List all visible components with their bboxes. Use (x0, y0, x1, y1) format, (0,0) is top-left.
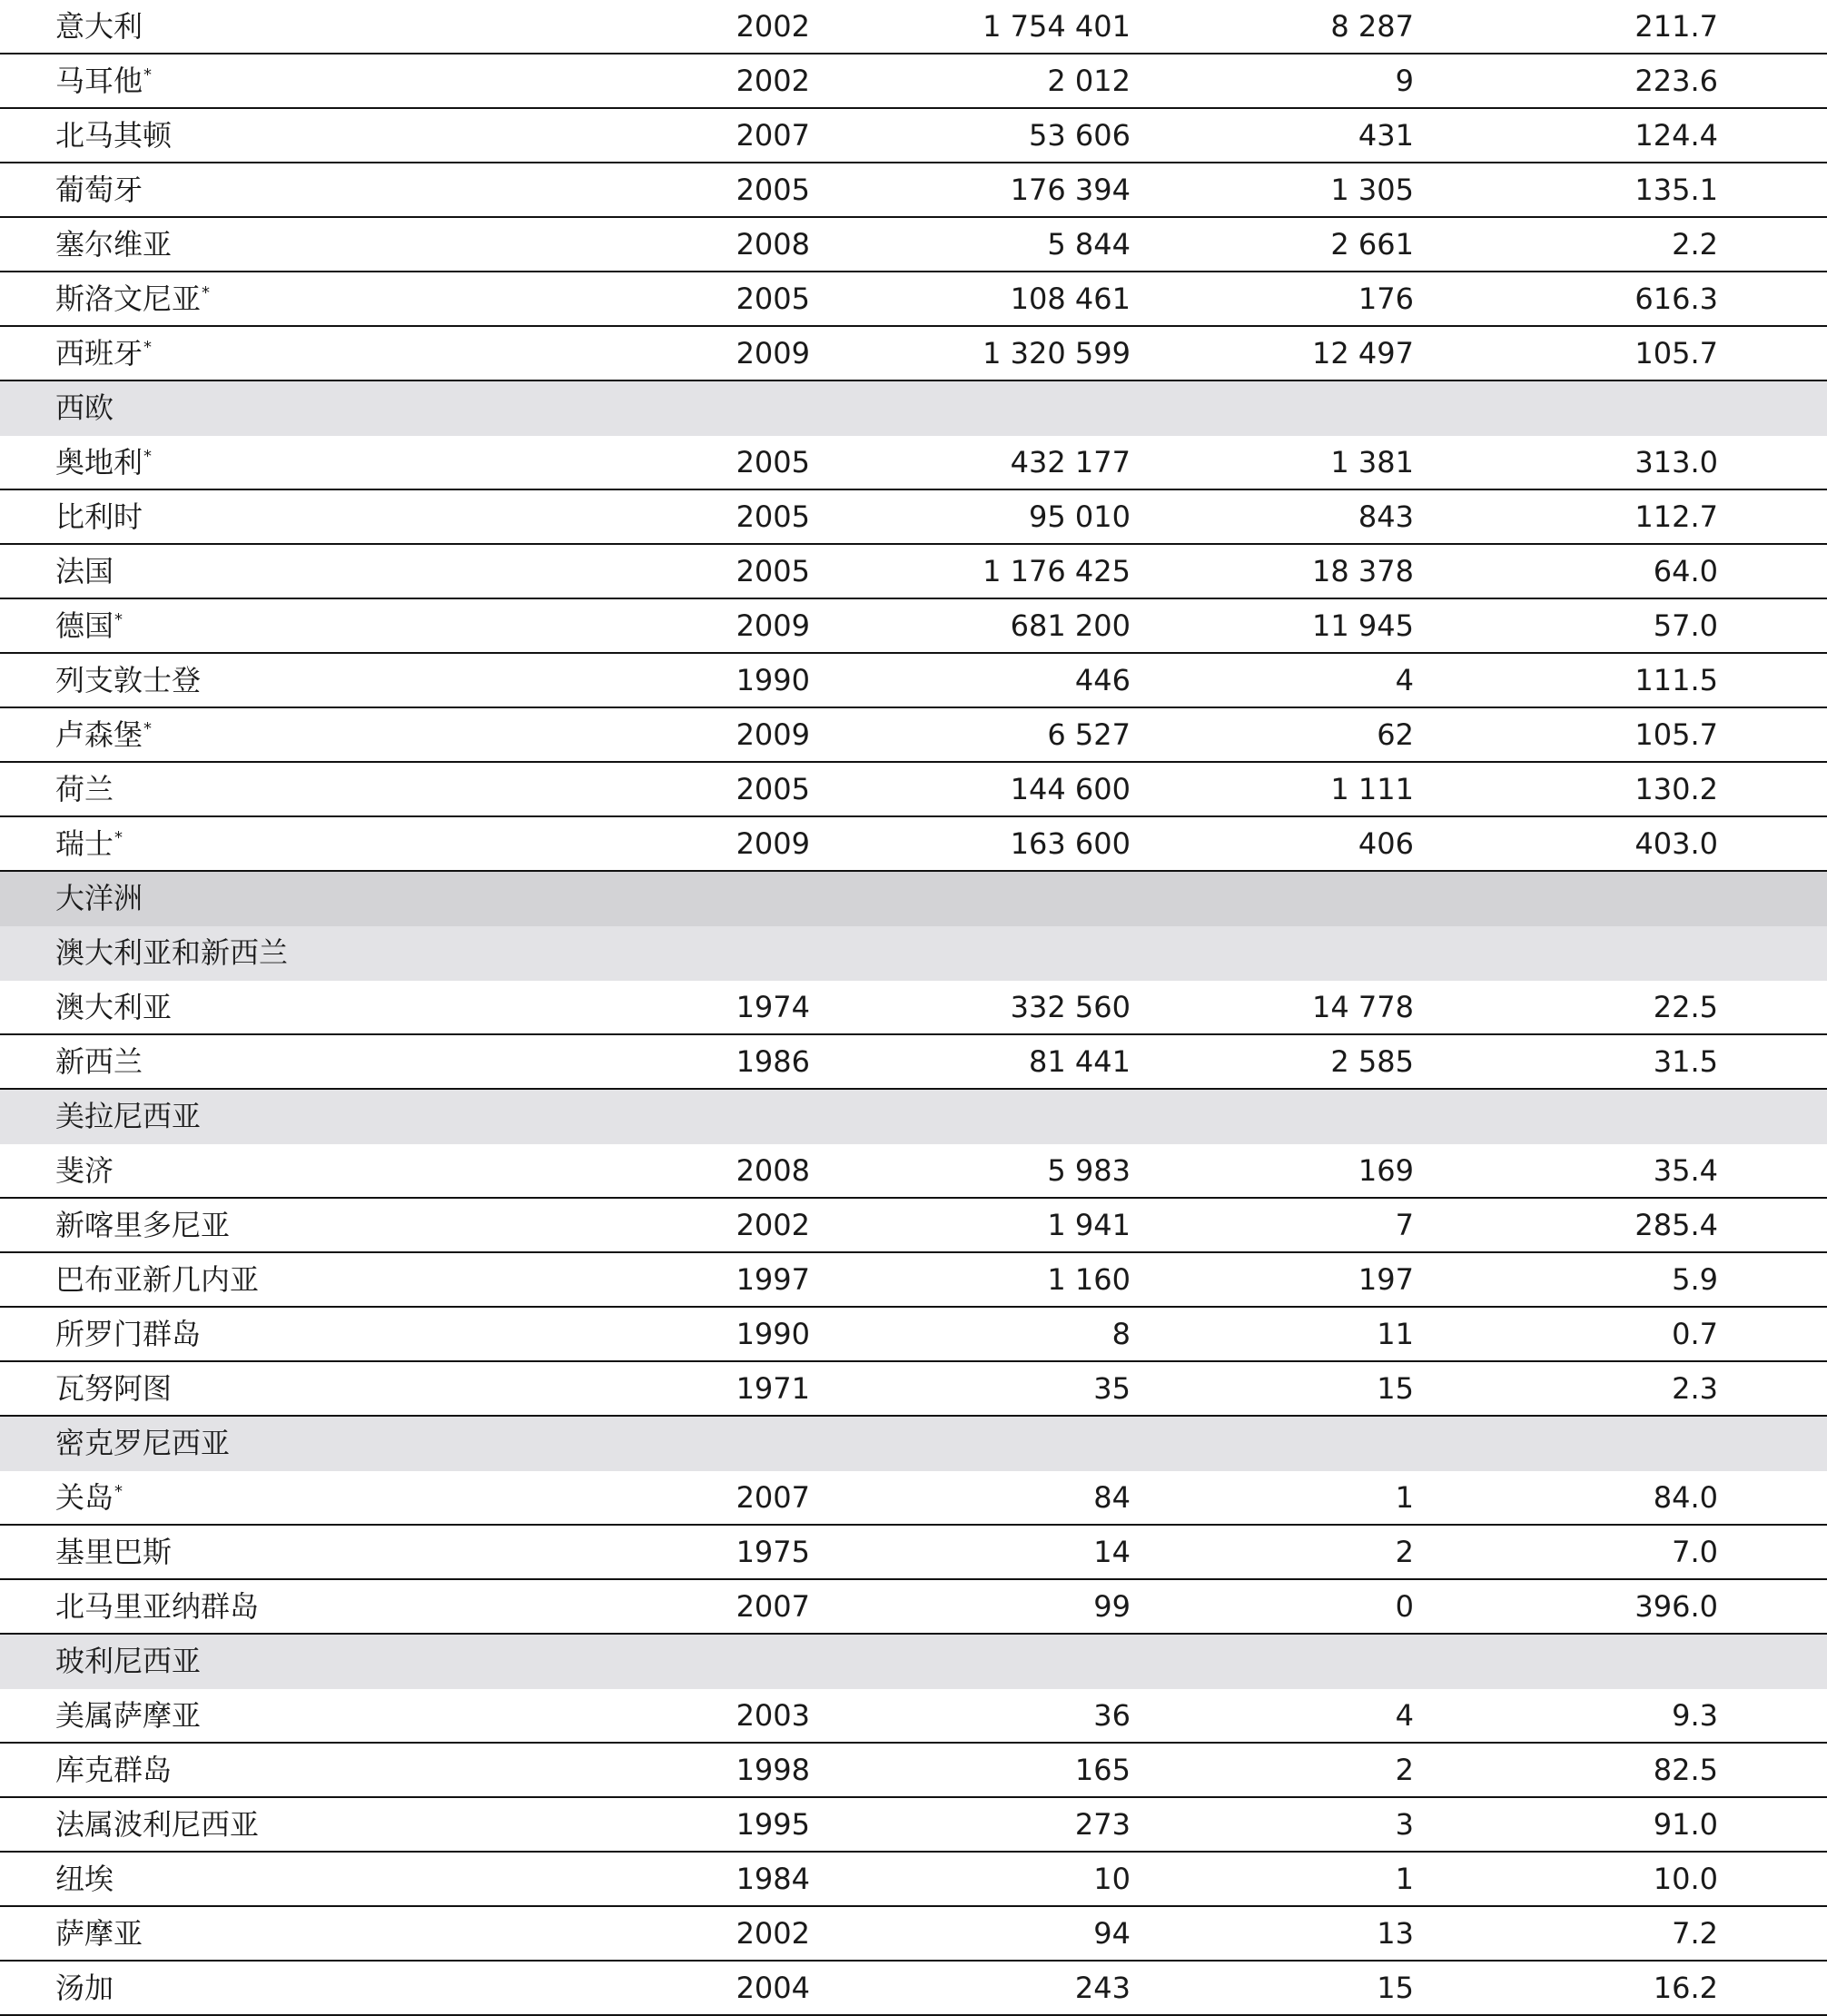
rate-cell: 105.7 (1634, 717, 1718, 752)
rate-cell: 5.9 (1672, 1262, 1718, 1297)
year-cell: 2005 (736, 772, 810, 806)
number-cell: 1 754 401 (983, 9, 1131, 44)
country-cell (55, 0, 143, 53)
rate-cell: 130.2 (1634, 772, 1718, 806)
country-name: 库克群岛 (55, 1753, 173, 1787)
country-name: 德国 (55, 608, 114, 643)
country-cell (55, 1144, 114, 1197)
count-cell: 7 (1395, 1208, 1414, 1242)
country-name: 瓦努阿图 (55, 1371, 173, 1406)
number-cell: 332 560 (1010, 990, 1131, 1024)
rate-cell: 135.1 (1634, 173, 1718, 207)
year-cell: 1997 (736, 1262, 810, 1297)
region-header-row (0, 872, 1827, 926)
country-cell (55, 218, 172, 271)
table-row (0, 218, 1827, 272)
year-cell: 2003 (736, 1698, 810, 1733)
count-cell: 2 (1395, 1535, 1414, 1569)
year-cell: 2005 (736, 445, 810, 479)
number-cell: 5 983 (1047, 1153, 1131, 1188)
rate-cell: 82.5 (1653, 1753, 1718, 1787)
count-cell: 15 (1377, 1371, 1414, 1406)
subregion-name: 密克罗尼西亚 (55, 1426, 231, 1460)
country-cell (55, 599, 123, 652)
count-cell: 8 287 (1330, 9, 1414, 44)
subregion-header-row (0, 1635, 1827, 1689)
count-cell: 9 (1395, 64, 1414, 98)
count-cell: 406 (1358, 826, 1414, 861)
country-cell (55, 163, 143, 216)
table-row (0, 1580, 1827, 1635)
table-row (0, 1471, 1827, 1526)
rate-cell: 0.7 (1672, 1317, 1718, 1351)
footnote-mark: * (143, 719, 153, 738)
count-cell: 2 (1395, 1753, 1414, 1787)
subregion-name: 西欧 (55, 390, 114, 425)
footnote-mark: * (114, 828, 123, 847)
year-cell: 2009 (736, 608, 810, 643)
rate-cell: 10.0 (1653, 1862, 1718, 1896)
country-name: 北马里亚纳群岛 (55, 1589, 260, 1624)
footnote-mark: * (202, 283, 211, 302)
year-cell: 2005 (736, 554, 810, 588)
country-cell (55, 1199, 230, 1251)
year-cell: 2004 (736, 1971, 810, 2005)
year-cell: 1975 (736, 1535, 810, 1569)
country-name: 法属波利尼西亚 (55, 1807, 260, 1842)
number-cell: 108 461 (1010, 282, 1131, 316)
subregion-name: 澳大利亚和新西兰 (55, 935, 289, 970)
country-name: 奥地利 (55, 445, 143, 479)
year-cell: 1974 (736, 990, 810, 1024)
year-cell: 1984 (736, 1862, 810, 1896)
count-cell: 4 (1395, 1698, 1414, 1733)
year-cell: 1990 (736, 663, 810, 697)
country-name: 纽埃 (55, 1862, 114, 1896)
table-row (0, 654, 1827, 708)
table-row (0, 1526, 1827, 1580)
table-row (0, 1362, 1827, 1417)
number-cell: 95 010 (1029, 499, 1131, 534)
country-name: 比利时 (55, 499, 143, 534)
country-name: 荷兰 (55, 772, 114, 806)
country-name: 美属萨摩亚 (55, 1698, 202, 1733)
rate-cell: 403.0 (1634, 826, 1718, 861)
table-row (0, 1308, 1827, 1362)
table-row (0, 490, 1827, 545)
country-cell (55, 490, 143, 543)
number-cell: 6 527 (1047, 717, 1131, 752)
year-cell: 2005 (736, 499, 810, 534)
country-cell (55, 1798, 259, 1851)
number-cell: 1 320 599 (983, 336, 1131, 371)
country-cell (55, 817, 123, 870)
count-cell: 3 (1395, 1807, 1414, 1842)
rate-cell: 31.5 (1653, 1044, 1718, 1079)
subregion-name: 玻利尼西亚 (55, 1644, 202, 1678)
table-row (0, 763, 1827, 817)
country-name: 葡萄牙 (55, 173, 143, 207)
number-cell: 163 600 (1010, 826, 1131, 861)
rate-cell: 7.0 (1672, 1535, 1718, 1569)
table-row (0, 1907, 1827, 1962)
year-cell: 2009 (736, 826, 810, 861)
rate-cell: 16.2 (1653, 1971, 1718, 2005)
year-cell: 2002 (736, 1916, 810, 1951)
country-name: 巴布亚新几内亚 (55, 1262, 260, 1297)
country-cell (55, 981, 172, 1033)
year-cell: 2008 (736, 1153, 810, 1188)
count-cell: 14 778 (1312, 990, 1414, 1024)
country-name: 斐济 (55, 1153, 114, 1188)
table-row (0, 1253, 1827, 1308)
rate-cell: 2.3 (1672, 1371, 1718, 1406)
country-cell (55, 1962, 114, 2014)
country-cell (55, 327, 152, 380)
year-cell: 2002 (736, 1208, 810, 1242)
count-cell: 1 (1395, 1480, 1414, 1515)
rate-cell: 616.3 (1634, 282, 1718, 316)
table-row (0, 1798, 1827, 1853)
country-name: 马耳他 (55, 64, 143, 98)
year-cell: 2007 (736, 118, 810, 153)
country-name: 澳大利亚 (55, 990, 173, 1024)
number-cell: 10 (1093, 1862, 1131, 1896)
country-name: 北马其顿 (55, 118, 173, 153)
year-cell: 2002 (736, 9, 810, 44)
number-cell: 99 (1093, 1589, 1131, 1624)
year-cell: 1998 (736, 1753, 810, 1787)
count-cell: 176 (1358, 282, 1414, 316)
number-cell: 144 600 (1010, 772, 1131, 806)
number-cell: 5 844 (1047, 227, 1131, 262)
year-cell: 2009 (736, 336, 810, 371)
subregion-name: 美拉尼西亚 (55, 1099, 202, 1133)
table-row (0, 436, 1827, 490)
rate-cell: 9.3 (1672, 1698, 1718, 1733)
country-name: 斯洛文尼亚 (55, 282, 202, 316)
table-row (0, 54, 1827, 109)
country-cell (55, 1308, 201, 1360)
country-name: 塞尔维亚 (55, 227, 173, 262)
country-name: 汤加 (55, 1971, 114, 2005)
country-name: 关岛 (55, 1480, 114, 1515)
country-cell (55, 1253, 259, 1306)
country-cell (55, 763, 114, 815)
footnote-mark: * (114, 610, 123, 629)
rate-cell: 211.7 (1634, 9, 1718, 44)
subregion-header-row (0, 381, 1827, 436)
country-cell (55, 545, 114, 598)
count-cell: 13 (1377, 1916, 1414, 1951)
country-cell (55, 1689, 201, 1742)
country-name: 萨摩亚 (55, 1916, 143, 1951)
count-cell: 12 497 (1312, 336, 1414, 371)
table-row (0, 1035, 1827, 1090)
count-cell: 2 661 (1330, 227, 1414, 262)
year-cell: 1995 (736, 1807, 810, 1842)
number-cell: 243 (1074, 1971, 1131, 2005)
country-cell (55, 1744, 172, 1796)
country-cell (55, 708, 152, 761)
table-row (0, 1744, 1827, 1798)
number-cell: 165 (1074, 1753, 1131, 1787)
country-cell (55, 1853, 114, 1905)
number-cell: 84 (1093, 1480, 1131, 1515)
table-row (0, 327, 1827, 381)
footnote-mark: * (114, 1482, 123, 1501)
rate-cell: 64.0 (1653, 554, 1718, 588)
table-row (0, 1853, 1827, 1907)
year-cell: 2008 (736, 227, 810, 262)
count-cell: 843 (1358, 499, 1414, 534)
rate-cell: 22.5 (1653, 990, 1718, 1024)
table-row (0, 1199, 1827, 1253)
rate-cell: 105.7 (1634, 336, 1718, 371)
count-cell: 62 (1377, 717, 1414, 752)
count-cell: 0 (1395, 1589, 1414, 1624)
count-cell: 169 (1358, 1153, 1414, 1188)
subregion-header-row (0, 926, 1827, 981)
rate-cell: 84.0 (1653, 1480, 1718, 1515)
count-cell: 1 111 (1330, 772, 1414, 806)
country-cell (55, 109, 172, 162)
country-cell (55, 436, 152, 489)
country-name: 基里巴斯 (55, 1535, 173, 1569)
country-cell (55, 1907, 143, 1960)
table-row (0, 1144, 1827, 1199)
country-name: 新喀里多尼亚 (55, 1208, 231, 1242)
country-cell (55, 1471, 123, 1524)
year-cell: 2009 (736, 717, 810, 752)
country-name: 新西兰 (55, 1044, 143, 1079)
rate-cell: 57.0 (1653, 608, 1718, 643)
count-cell: 431 (1358, 118, 1414, 153)
country-name: 瑞士 (55, 826, 114, 861)
rate-cell: 111.5 (1634, 663, 1718, 697)
count-cell: 2 585 (1330, 1044, 1414, 1079)
rate-cell: 396.0 (1634, 1589, 1718, 1624)
country-cell (55, 1526, 172, 1578)
year-cell: 2005 (736, 282, 810, 316)
number-cell: 8 (1111, 1317, 1131, 1351)
footnote-mark: * (143, 338, 153, 357)
table-row (0, 708, 1827, 763)
table-row (0, 272, 1827, 327)
country-name: 列支敦士登 (55, 663, 202, 697)
number-cell: 176 394 (1010, 173, 1131, 207)
table-row (0, 109, 1827, 163)
rate-cell: 124.4 (1634, 118, 1718, 153)
number-cell: 1 941 (1047, 1208, 1131, 1242)
country-cell (55, 54, 152, 107)
number-cell: 681 200 (1010, 608, 1131, 643)
footnote-mark: * (143, 447, 153, 466)
table-row (0, 163, 1827, 218)
country-name: 法国 (55, 554, 114, 588)
count-cell: 15 (1377, 1971, 1414, 2005)
count-cell: 18 378 (1312, 554, 1414, 588)
number-cell: 1 176 425 (983, 554, 1131, 588)
footnote-mark: * (143, 65, 153, 84)
year-cell: 1990 (736, 1317, 810, 1351)
table-row (0, 599, 1827, 654)
country-cell (55, 272, 210, 325)
count-cell: 11 (1377, 1317, 1414, 1351)
region-name: 大洋洲 (55, 881, 143, 915)
count-cell: 1 305 (1330, 173, 1414, 207)
number-cell: 35 (1093, 1371, 1131, 1406)
number-cell: 81 441 (1029, 1044, 1131, 1079)
country-name: 意大利 (55, 9, 143, 44)
country-name: 西班牙 (55, 336, 143, 371)
count-cell: 1 381 (1330, 445, 1414, 479)
count-cell: 4 (1395, 663, 1414, 697)
number-cell: 432 177 (1010, 445, 1131, 479)
table-row (0, 545, 1827, 599)
rate-cell: 7.2 (1672, 1916, 1718, 1951)
country-cell (55, 1580, 259, 1633)
country-name: 所罗门群岛 (55, 1317, 202, 1351)
table-row (0, 0, 1827, 54)
number-cell: 14 (1093, 1535, 1131, 1569)
country-cell (55, 1362, 172, 1415)
year-cell: 1986 (736, 1044, 810, 1079)
number-cell: 94 (1093, 1916, 1131, 1951)
table-row (0, 981, 1827, 1035)
year-cell: 2007 (736, 1589, 810, 1624)
table-row (0, 1962, 1827, 2016)
number-cell: 2 012 (1047, 64, 1131, 98)
year-cell: 2005 (736, 173, 810, 207)
number-cell: 446 (1074, 663, 1131, 697)
rate-cell: 223.6 (1634, 64, 1718, 98)
subregion-header-row (0, 1090, 1827, 1144)
number-cell: 273 (1074, 1807, 1131, 1842)
year-cell: 2002 (736, 64, 810, 98)
country-name: 卢森堡 (55, 717, 143, 752)
country-cell (55, 654, 201, 707)
count-cell: 11 945 (1312, 608, 1414, 643)
number-cell: 36 (1093, 1698, 1131, 1733)
rate-cell: 2.2 (1672, 227, 1718, 262)
subregion-header-row (0, 1417, 1827, 1471)
table-row (0, 1689, 1827, 1744)
rate-cell: 35.4 (1653, 1153, 1718, 1188)
number-cell: 53 606 (1029, 118, 1131, 153)
rate-cell: 285.4 (1634, 1208, 1718, 1242)
rate-cell: 91.0 (1653, 1807, 1718, 1842)
count-cell: 1 (1395, 1862, 1414, 1896)
year-cell: 2007 (736, 1480, 810, 1515)
number-cell: 1 160 (1047, 1262, 1131, 1297)
year-cell: 1971 (736, 1371, 810, 1406)
rate-cell: 313.0 (1634, 445, 1718, 479)
count-cell: 197 (1358, 1262, 1414, 1297)
table-row (0, 817, 1827, 872)
rate-cell: 112.7 (1634, 499, 1718, 534)
country-cell (55, 1035, 143, 1088)
